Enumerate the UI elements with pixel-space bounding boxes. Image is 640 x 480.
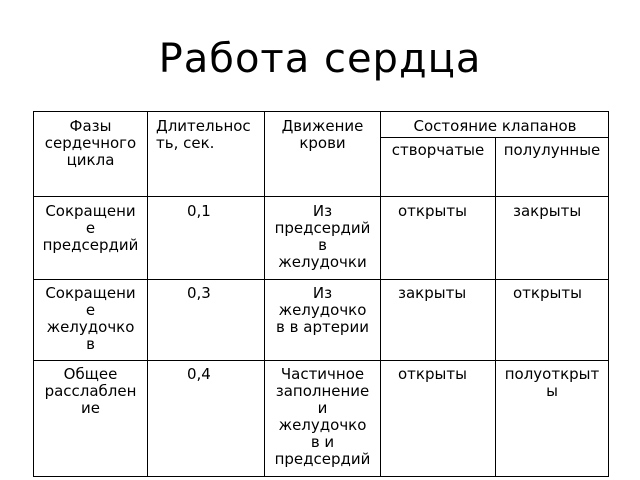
- header-row-divider: [33, 196, 609, 197]
- row-1-blood: Из предсердий в желудочки: [274, 202, 371, 271]
- row-3-blood: Частичное заполнение и желудочко в и предсердий: [274, 365, 371, 468]
- header-phases: Фазы сердечного цикла: [44, 117, 137, 169]
- table-border-bottom: [33, 476, 609, 477]
- row-3-semilunar: полуоткрыт ы: [504, 365, 600, 400]
- row-3-duration: 0,4: [187, 365, 211, 383]
- row-3-phase: Общее расслаблен ие: [44, 365, 137, 417]
- col-divider-1: [147, 111, 148, 477]
- row-1-duration: 0,1: [187, 202, 211, 220]
- header-leaflet-valves: створчатые: [391, 141, 485, 159]
- row-1-leaflet: открыты: [398, 202, 467, 220]
- row-2-semilunar: открыты: [513, 284, 582, 302]
- header-duration: Длительнос ть, сек.: [156, 117, 251, 152]
- header-blood-flow: Движение крови: [281, 117, 364, 152]
- row-2-duration: 0,3: [187, 284, 211, 302]
- header-semilunar-valves: полулунные: [503, 141, 601, 159]
- row-1-phase: Сокращени е предсердий: [42, 202, 139, 254]
- table-border-right: [608, 111, 609, 477]
- table-border-top: [33, 111, 609, 112]
- row-divider-1: [33, 279, 609, 280]
- row-1-semilunar: закрыты: [513, 202, 582, 220]
- row-divider-2: [33, 360, 609, 361]
- row-3-leaflet: открыты: [398, 365, 467, 383]
- col-divider-4: [495, 137, 496, 477]
- row-2-phase: Сокращени е желудочко в: [45, 284, 136, 353]
- row-2-blood: Из желудочко в в артерии: [276, 284, 369, 336]
- header-valves: Состояние клапанов: [413, 117, 577, 135]
- col-divider-3: [380, 111, 381, 477]
- page-title: Работа сердца: [158, 36, 482, 82]
- row-2-leaflet: закрыты: [398, 284, 467, 302]
